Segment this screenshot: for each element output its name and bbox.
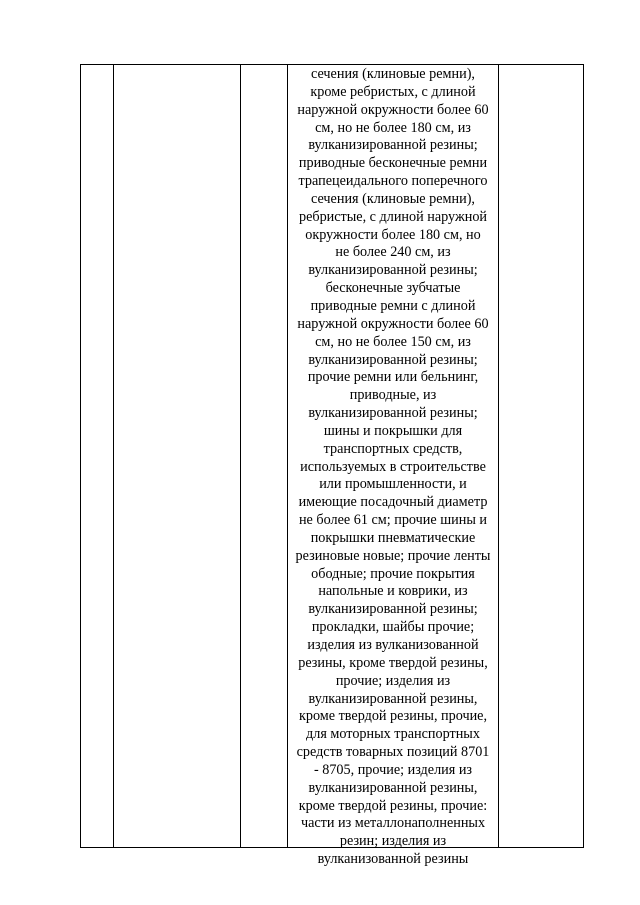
column-divider-3 [287,64,288,848]
text-line: не более 61 см; прочие шины и [298,512,488,529]
text-line: вулканизированной резины; [308,262,478,279]
text-line: прочие; изделия из [335,672,451,689]
text-line: вулканизированной резины, [308,690,478,707]
text-line: трапецеидального поперечного [298,173,488,190]
text-line: части из металлонаполненных [300,815,486,832]
product-description-cell [289,66,497,868]
text-line: вулканизированной резины; [308,601,478,618]
text-line: вулканизированной резины; [308,137,478,154]
text-line: - 8705, прочие; изделия из [313,761,473,778]
text-line: изделия из вулканизованной [307,637,479,653]
text-line: шины и покрышки для [323,422,463,439]
text-line: наружной окружности более 60 [297,315,489,332]
column-divider-1 [113,64,114,848]
text-line: резины, кроме твердой резины, [298,654,488,671]
text-line: не более 240 см, из [335,244,451,261]
text-line: ободные; прочие покрытия [311,565,475,582]
text-line: для моторных транспортных [306,726,480,743]
text-line: ребристые, с длиной наружной [298,208,488,225]
text-line: напольные и коврики, из [318,583,468,600]
text-line: транспортных средств, [323,440,463,457]
text-line: сечения (клиновые ремни), [311,66,475,82]
text-line: см, но не более 180 см, из [315,119,471,136]
text-line: приводные, из [349,387,437,404]
text-line: окружности более 180 см, но [305,226,481,243]
text-line: кроме твердой резины, прочие: [298,797,488,814]
text-line: имеющие посадочный диаметр [298,494,488,511]
text-line: приводные ремни с длиной [310,297,476,314]
column-divider-2 [240,64,241,848]
text-line: вулканизированной резины; [308,405,478,422]
text-line: сечения (клиновые ремни), [311,190,475,207]
text-line: вулканизированной резины, [308,779,478,796]
text-line: вулканизированной резины; [308,351,478,368]
text-line: вулканизованной резины [317,851,469,868]
text-line: средств товарных позиций 8701 [296,744,490,761]
text-line: или промышленности, и [319,476,467,493]
text-line: кроме твердой резины, прочие, [298,708,488,725]
text-line: прокладки, шайбы прочие; [311,619,475,636]
text-line: см, но не более 150 см, из [315,333,471,350]
column-divider-4 [498,64,499,848]
text-line: используемых в строительстве [300,458,486,475]
text-line: резиновые новые; прочие ленты [295,547,491,564]
text-line: наружной окружности более 60 [297,101,489,118]
text-line: резин; изделия из [339,833,447,850]
text-line: прочие ремни или бельнинг, [307,369,479,386]
text-line: покрышки пневматические [310,529,476,546]
text-line: бесконечные зубчатые [325,280,461,297]
text-line: кроме ребристых, с длиной [310,83,476,100]
text-line: приводные бесконечные ремни [298,155,488,172]
